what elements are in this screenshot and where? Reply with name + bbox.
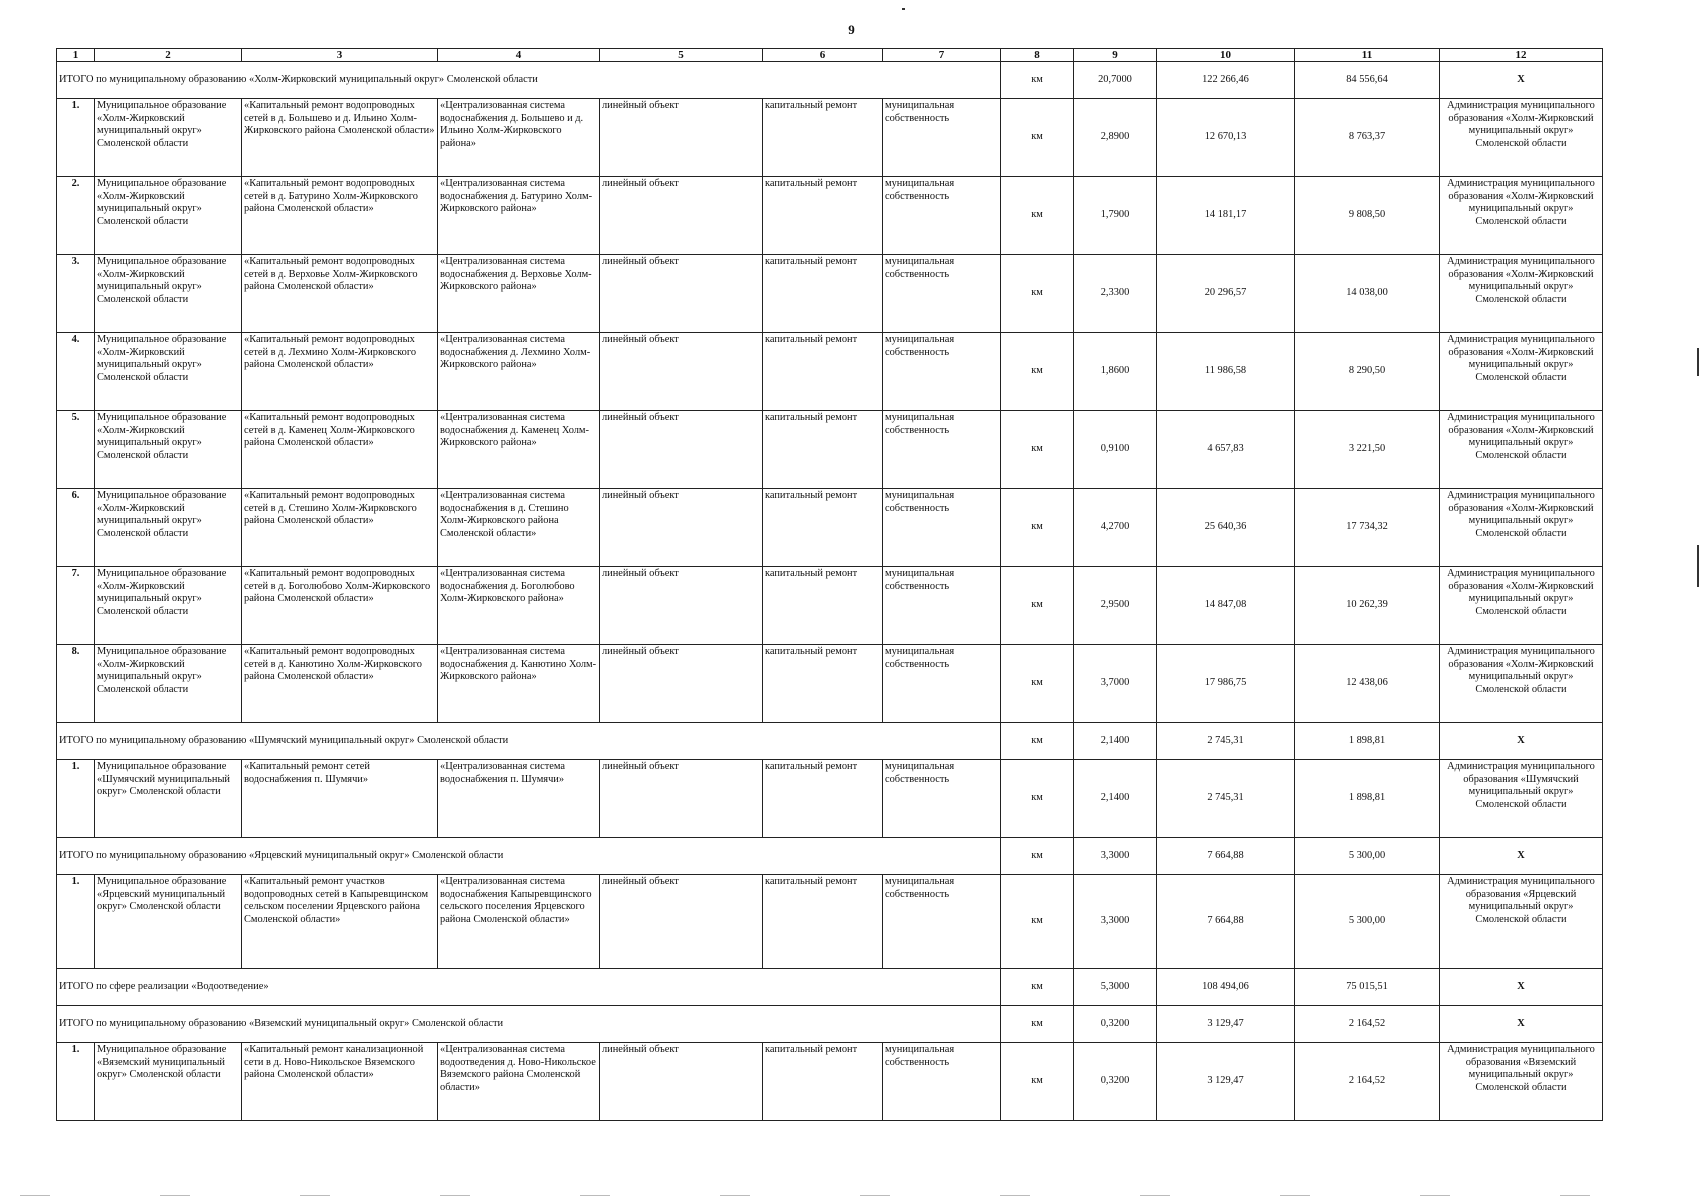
- scan-margin-mark: [1697, 545, 1699, 587]
- object-name-cell: «Централизованная система водоснабжения д. Большево и д. Ильино Холм-Жирковского района»: [438, 99, 600, 177]
- ownership-cell: муниципальная собственность: [883, 333, 1001, 411]
- cost-share-cell: 5 300,00: [1295, 838, 1440, 875]
- col-num-9: 9: [1074, 49, 1157, 62]
- cost-share-cell: 1 898,81: [1295, 760, 1440, 838]
- table-row: [57, 333, 1603, 411]
- unit-cell: км: [1001, 411, 1074, 489]
- admin-cell: Администрация муниципального образования «Холм-Жирковский муниципальный округ» Смоленской области: [1440, 489, 1603, 567]
- col-num-7: 7: [883, 49, 1001, 62]
- municipality-cell: Муниципальное образование «Шумячский муниципальный округ» Смоленской области: [95, 760, 242, 838]
- object-name-cell: «Централизованная система водоотведения д. Ново-Никольское Вяземского района Смоленской области»: [438, 1043, 600, 1121]
- unit-cell: км: [1001, 333, 1074, 411]
- unit-cell: км: [1001, 567, 1074, 645]
- row-number: 4.: [57, 333, 95, 411]
- municipality-cell: Муниципальное образование «Холм-Жирковский муниципальный округ» Смоленской области: [95, 333, 242, 411]
- work-kind-cell: капитальный ремонт: [763, 99, 883, 177]
- admin-cell: Администрация муниципального образования «Холм-Жирковский муниципальный округ» Смоленской области: [1440, 567, 1603, 645]
- work-name-cell: «Капитальный ремонт участков водопроводных сетей в Капыревщинском сельском поселении Ярцевского района Смоленской области»: [242, 875, 438, 969]
- cost-total-cell: 7 664,88: [1157, 875, 1295, 969]
- work-name-cell: «Капитальный ремонт водопроводных сетей в д. Верховье Холм-Жирковского района Смоленской области»: [242, 255, 438, 333]
- work-name-cell: «Капитальный ремонт канализационной сети в д. Ново-Никольское Вяземского района Смоленской области»: [242, 1043, 438, 1121]
- row-number: 1.: [57, 760, 95, 838]
- subtotal-label: ИТОГО по муниципальному образованию «Шумячский муниципальный округ» Смоленской области: [57, 723, 1001, 760]
- length-cell: 5,3000: [1074, 969, 1157, 1006]
- col-num-3: 3: [242, 49, 438, 62]
- ownership-cell: муниципальная собственность: [883, 177, 1001, 255]
- unit-cell: км: [1001, 723, 1074, 760]
- length-cell: 0,3200: [1074, 1043, 1157, 1121]
- ownership-cell: муниципальная собственность: [883, 645, 1001, 723]
- unit-cell: км: [1001, 255, 1074, 333]
- admin-cell: Администрация муниципального образования «Холм-Жирковский муниципальный округ» Смоленской области: [1440, 333, 1603, 411]
- unit-cell: км: [1001, 1043, 1074, 1121]
- length-cell: 3,7000: [1074, 645, 1157, 723]
- page-number: 9: [848, 22, 855, 37]
- subtotal-label: ИТОГО по муниципальному образованию «Вяземский муниципальный округ» Смоленской области: [57, 1006, 1001, 1043]
- cost-total-cell: 25 640,36: [1157, 489, 1295, 567]
- row-number: 1.: [57, 99, 95, 177]
- ownership-cell: муниципальная собственность: [883, 255, 1001, 333]
- subtotal-row: [57, 62, 1603, 99]
- investment-table: [56, 48, 1603, 1121]
- work-kind-cell: капитальный ремонт: [763, 875, 883, 969]
- object-type-cell: линейный объект: [600, 99, 763, 177]
- table-row: [57, 99, 1603, 177]
- cost-share-cell: 1 898,81: [1295, 723, 1440, 760]
- object-type-cell: линейный объект: [600, 411, 763, 489]
- col-num-2: 2: [95, 49, 242, 62]
- length-cell: 4,2700: [1074, 489, 1157, 567]
- length-cell: 2,8900: [1074, 99, 1157, 177]
- admin-cell: Администрация муниципального образования «Ярцевский муниципальный округ» Смоленской области: [1440, 875, 1603, 969]
- length-cell: 2,9500: [1074, 567, 1157, 645]
- cost-share-cell: 14 038,00: [1295, 255, 1440, 333]
- length-cell: 0,9100: [1074, 411, 1157, 489]
- subtotal-label: ИТОГО по муниципальному образованию «Холм-Жирковский муниципальный округ» Смоленской области: [57, 62, 1001, 99]
- work-kind-cell: капитальный ремонт: [763, 489, 883, 567]
- work-kind-cell: капитальный ремонт: [763, 760, 883, 838]
- cost-total-cell: 3 129,47: [1157, 1043, 1295, 1121]
- subtotal-label: ИТОГО по муниципальному образованию «Ярцевский муниципальный округ» Смоленской области: [57, 838, 1001, 875]
- subtotal-row: [57, 838, 1603, 875]
- scan-speck: [902, 8, 905, 10]
- cost-share-cell: 2 164,52: [1295, 1043, 1440, 1121]
- admin-cell: Администрация муниципального образования «Холм-Жирковский муниципальный округ» Смоленской области: [1440, 99, 1603, 177]
- object-name-cell: «Централизованная система водоснабжения д. Лехмино Холм-Жирковского района»: [438, 333, 600, 411]
- scan-margin-mark: [1697, 348, 1699, 376]
- admin-x-cell: X: [1440, 969, 1603, 1006]
- ownership-cell: муниципальная собственность: [883, 411, 1001, 489]
- cost-share-cell: 8 763,37: [1295, 99, 1440, 177]
- cost-share-cell: 12 438,06: [1295, 645, 1440, 723]
- work-name-cell: «Капитальный ремонт водопроводных сетей в д. Большево и д. Ильино Холм-Жирковского района Смоленской области»: [242, 99, 438, 177]
- ownership-cell: муниципальная собственность: [883, 489, 1001, 567]
- length-cell: 1,7900: [1074, 177, 1157, 255]
- subtotal-label: ИТОГО по сфере реализации «Водоотведение»: [57, 969, 1001, 1006]
- table-row: [57, 255, 1603, 333]
- length-cell: 2,1400: [1074, 760, 1157, 838]
- col-num-10: 10: [1157, 49, 1295, 62]
- cost-share-cell: 2 164,52: [1295, 1006, 1440, 1043]
- object-type-cell: линейный объект: [600, 645, 763, 723]
- cost-total-cell: 108 494,06: [1157, 969, 1295, 1006]
- admin-cell: Администрация муниципального образования «Холм-Жирковский муниципальный округ» Смоленской области: [1440, 645, 1603, 723]
- work-name-cell: «Капитальный ремонт водопроводных сетей в д. Боголюбово Холм-Жирковского района Смоленской области»: [242, 567, 438, 645]
- work-kind-cell: капитальный ремонт: [763, 255, 883, 333]
- table-row: [57, 645, 1603, 723]
- row-number: 7.: [57, 567, 95, 645]
- ownership-cell: муниципальная собственность: [883, 760, 1001, 838]
- ownership-cell: муниципальная собственность: [883, 567, 1001, 645]
- col-num-6: 6: [763, 49, 883, 62]
- municipality-cell: Муниципальное образование «Холм-Жирковский муниципальный округ» Смоленской области: [95, 411, 242, 489]
- work-kind-cell: капитальный ремонт: [763, 177, 883, 255]
- col-num-5: 5: [600, 49, 763, 62]
- scan-bottom-dashes: [0, 1195, 1703, 1197]
- row-number: 8.: [57, 645, 95, 723]
- cost-total-cell: 17 986,75: [1157, 645, 1295, 723]
- admin-x-cell: X: [1440, 1006, 1603, 1043]
- cost-total-cell: 122 266,46: [1157, 62, 1295, 99]
- row-number: 2.: [57, 177, 95, 255]
- table-row: [57, 567, 1603, 645]
- object-name-cell: «Централизованная система водоснабжения д. Батурино Холм-Жирковского района»: [438, 177, 600, 255]
- object-name-cell: «Централизованная система водоснабжения п. Шумячи»: [438, 760, 600, 838]
- work-name-cell: «Капитальный ремонт водопроводных сетей в д. Канютино Холм-Жирковского района Смоленской области»: [242, 645, 438, 723]
- admin-x-cell: X: [1440, 62, 1603, 99]
- municipality-cell: Муниципальное образование «Холм-Жирковский муниципальный округ» Смоленской области: [95, 489, 242, 567]
- length-cell: 20,7000: [1074, 62, 1157, 99]
- ownership-cell: муниципальная собственность: [883, 875, 1001, 969]
- work-kind-cell: капитальный ремонт: [763, 1043, 883, 1121]
- object-name-cell: «Централизованная система водоснабжения д. Боголюбово Холм-Жирковского района»: [438, 567, 600, 645]
- object-type-cell: линейный объект: [600, 333, 763, 411]
- table-row: [57, 1043, 1603, 1121]
- admin-cell: Администрация муниципального образования «Холм-Жирковский муниципальный округ» Смоленской области: [1440, 177, 1603, 255]
- cost-total-cell: 2 745,31: [1157, 760, 1295, 838]
- work-name-cell: «Капитальный ремонт водопроводных сетей в д. Стешино Холм-Жирковского района Смоленской области»: [242, 489, 438, 567]
- cost-total-cell: 2 745,31: [1157, 723, 1295, 760]
- admin-cell: Администрация муниципального образования «Вяземский муниципальный округ» Смоленской области: [1440, 1043, 1603, 1121]
- length-cell: 3,3000: [1074, 875, 1157, 969]
- cost-share-cell: 75 015,51: [1295, 969, 1440, 1006]
- row-number: 5.: [57, 411, 95, 489]
- subtotal-row: [57, 1006, 1603, 1043]
- length-cell: 2,1400: [1074, 723, 1157, 760]
- unit-cell: км: [1001, 969, 1074, 1006]
- admin-x-cell: X: [1440, 723, 1603, 760]
- length-cell: 2,3300: [1074, 255, 1157, 333]
- object-type-cell: линейный объект: [600, 489, 763, 567]
- unit-cell: км: [1001, 62, 1074, 99]
- unit-cell: км: [1001, 489, 1074, 567]
- cost-share-cell: 8 290,50: [1295, 333, 1440, 411]
- table-row: [57, 489, 1603, 567]
- work-name-cell: «Капитальный ремонт водопроводных сетей в д. Батурино Холм-Жирковского района Смоленской области»: [242, 177, 438, 255]
- work-name-cell: «Капитальный ремонт водопроводных сетей в д. Каменец Холм-Жирковского района Смоленской области»: [242, 411, 438, 489]
- cost-share-cell: 17 734,32: [1295, 489, 1440, 567]
- row-number: 3.: [57, 255, 95, 333]
- subtotal-row: [57, 723, 1603, 760]
- col-num-1: 1: [57, 49, 95, 62]
- object-name-cell: «Централизованная система водоснабжения д. Канютино Холм-Жирковского района»: [438, 645, 600, 723]
- unit-cell: км: [1001, 177, 1074, 255]
- cost-total-cell: 4 657,83: [1157, 411, 1295, 489]
- cost-total-cell: 14 847,08: [1157, 567, 1295, 645]
- cost-share-cell: 10 262,39: [1295, 567, 1440, 645]
- object-name-cell: «Централизованная система водоснабжения в д. Стешино Холм-Жирковского района Смоленской области»: [438, 489, 600, 567]
- cost-total-cell: 7 664,88: [1157, 838, 1295, 875]
- cost-share-cell: 9 808,50: [1295, 177, 1440, 255]
- ownership-cell: муниципальная собственность: [883, 99, 1001, 177]
- cost-total-cell: 12 670,13: [1157, 99, 1295, 177]
- row-number: 1.: [57, 1043, 95, 1121]
- ownership-cell: муниципальная собственность: [883, 1043, 1001, 1121]
- object-name-cell: «Централизованная система водоснабжения д. Верховье Холм-Жирковского района»: [438, 255, 600, 333]
- object-type-cell: линейный объект: [600, 1043, 763, 1121]
- unit-cell: км: [1001, 838, 1074, 875]
- col-num-11: 11: [1295, 49, 1440, 62]
- object-type-cell: линейный объект: [600, 567, 763, 645]
- object-type-cell: линейный объект: [600, 760, 763, 838]
- object-type-cell: линейный объект: [600, 875, 763, 969]
- table-row: [57, 177, 1603, 255]
- sphere-total-row: [57, 969, 1603, 1006]
- col-num-12: 12: [1440, 49, 1603, 62]
- work-name-cell: «Капитальный ремонт сетей водоснабжения п. Шумячи»: [242, 760, 438, 838]
- cost-total-cell: 14 181,17: [1157, 177, 1295, 255]
- col-num-8: 8: [1001, 49, 1074, 62]
- admin-x-cell: X: [1440, 838, 1603, 875]
- cost-total-cell: 20 296,57: [1157, 255, 1295, 333]
- length-cell: 0,3200: [1074, 1006, 1157, 1043]
- object-name-cell: «Централизованная система водоснабжения Капыревщинского сельского поселения Ярцевского района Смоленской области»: [438, 875, 600, 969]
- cost-share-cell: 5 300,00: [1295, 875, 1440, 969]
- municipality-cell: Муниципальное образование «Ярцевский муниципальный округ» Смоленской области: [95, 875, 242, 969]
- table-row: [57, 411, 1603, 489]
- admin-cell: Администрация муниципального образования «Холм-Жирковский муниципальный округ» Смоленской области: [1440, 255, 1603, 333]
- unit-cell: км: [1001, 645, 1074, 723]
- unit-cell: км: [1001, 1006, 1074, 1043]
- cost-total-cell: 3 129,47: [1157, 1006, 1295, 1043]
- table-row: [57, 875, 1603, 969]
- municipality-cell: Муниципальное образование «Холм-Жирковский муниципальный округ» Смоленской области: [95, 177, 242, 255]
- admin-cell: Администрация муниципального образования «Холм-Жирковский муниципальный округ» Смоленской области: [1440, 411, 1603, 489]
- length-cell: 1,8600: [1074, 333, 1157, 411]
- cost-share-cell: 3 221,50: [1295, 411, 1440, 489]
- municipality-cell: Муниципальное образование «Холм-Жирковский муниципальный округ» Смоленской области: [95, 255, 242, 333]
- municipality-cell: Муниципальное образование «Холм-Жирковский муниципальный округ» Смоленской области: [95, 99, 242, 177]
- col-num-4: 4: [438, 49, 600, 62]
- row-number: 1.: [57, 875, 95, 969]
- municipality-cell: Муниципальное образование «Холм-Жирковский муниципальный округ» Смоленской области: [95, 645, 242, 723]
- object-type-cell: линейный объект: [600, 255, 763, 333]
- work-name-cell: «Капитальный ремонт водопроводных сетей в д. Лехмино Холм-Жирковского района Смоленской области»: [242, 333, 438, 411]
- object-name-cell: «Централизованная система водоснабжения д. Каменец Холм-Жирковского района»: [438, 411, 600, 489]
- work-kind-cell: капитальный ремонт: [763, 411, 883, 489]
- unit-cell: км: [1001, 99, 1074, 177]
- work-kind-cell: капитальный ремонт: [763, 333, 883, 411]
- length-cell: 3,3000: [1074, 838, 1157, 875]
- municipality-cell: Муниципальное образование «Вяземский муниципальный округ» Смоленской области: [95, 1043, 242, 1121]
- work-kind-cell: капитальный ремонт: [763, 567, 883, 645]
- unit-cell: км: [1001, 760, 1074, 838]
- municipality-cell: Муниципальное образование «Холм-Жирковский муниципальный округ» Смоленской области: [95, 567, 242, 645]
- object-type-cell: линейный объект: [600, 177, 763, 255]
- unit-cell: км: [1001, 875, 1074, 969]
- cost-total-cell: 11 986,58: [1157, 333, 1295, 411]
- row-number: 6.: [57, 489, 95, 567]
- admin-cell: Администрация муниципального образования «Шумячский муниципальный округ» Смоленской области: [1440, 760, 1603, 838]
- cost-share-cell: 84 556,64: [1295, 62, 1440, 99]
- work-kind-cell: капитальный ремонт: [763, 645, 883, 723]
- table-row: [57, 760, 1603, 838]
- column-numbers-row: [57, 49, 1603, 62]
